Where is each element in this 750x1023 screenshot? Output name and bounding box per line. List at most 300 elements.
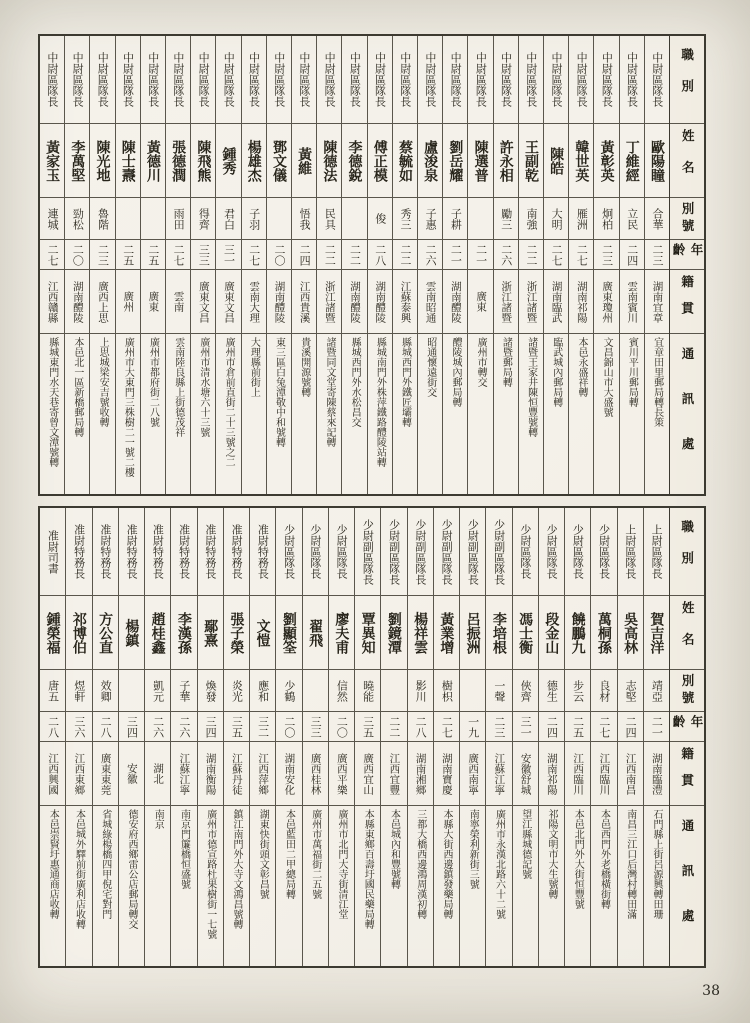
cell-name: 趙桂鑫 [145, 596, 170, 670]
cell-position: 少尉副區隊長 [460, 508, 485, 596]
cell-age: 二二 [381, 712, 406, 742]
person-column [367, 36, 392, 494]
cell-address: 昭通懷遠街交 [424, 337, 436, 397]
cell-age: 二三 [645, 240, 669, 270]
cell-address: 上思城梁安吉號收轉 [97, 337, 109, 427]
person-column [115, 36, 140, 494]
cell-origin: 湖南醴陵 [267, 270, 291, 334]
cell-name: 賀吉洋 [644, 596, 669, 670]
roster-content [38, 34, 706, 968]
cell-origin: 江西臨川 [591, 742, 616, 806]
cell-age: 三二 [250, 712, 275, 742]
cell-origin: 湖南宜章 [645, 270, 669, 334]
cell-origin: 江西萍鄉 [250, 742, 275, 806]
cell-position: 中尉區隊長 [620, 36, 644, 124]
cell-origin: 湖南祁陽 [569, 270, 593, 334]
cell-position: 中尉區隊長 [267, 36, 291, 124]
cell-position: 中尉區隊長 [443, 36, 467, 124]
cell-position: 中尉區隊長 [569, 36, 593, 124]
cell-position: 准尉特務長 [66, 508, 91, 596]
cell-age: 二四 [539, 712, 564, 742]
cell-name: 黃彰英 [594, 124, 618, 198]
cell-alias [460, 670, 485, 712]
cell-alias: 俊 [368, 198, 392, 240]
person-column [538, 508, 564, 966]
cell-position: 中尉區隊長 [393, 36, 417, 124]
cell-name: 廖夫甫 [329, 596, 354, 670]
cell-age: 二三 [90, 240, 114, 270]
person-column [518, 36, 543, 494]
cell-origin: 江西臨川 [565, 742, 590, 806]
cell-address: 德安府西鄉雷公店郵局轉交 [125, 809, 137, 929]
cell-position: 中尉區隊長 [242, 36, 266, 124]
cell-name: 張子榮 [224, 596, 249, 670]
person-column [593, 36, 618, 494]
cell-name: 覃異知 [355, 596, 380, 670]
person-column [92, 508, 118, 966]
lower-table-columns [40, 508, 669, 966]
person-column [564, 508, 590, 966]
cell-age: 二一 [644, 712, 669, 742]
cell-name: 翟飛 [303, 596, 328, 670]
cell-position: 上尉區隊長 [618, 508, 643, 596]
row-header-alias: 別號 [670, 670, 704, 712]
cell-age: 三三 [191, 240, 215, 270]
cell-origin: 江西東鄉 [66, 742, 91, 806]
cell-origin: 江西宜豐 [381, 742, 406, 806]
cell-position: 少尉副區隊長 [381, 508, 406, 596]
cell-age: 三四 [198, 712, 223, 742]
person-column [197, 508, 223, 966]
cell-age: 二〇 [267, 240, 291, 270]
upper-table-columns [40, 36, 669, 494]
cell-age: 二〇 [65, 240, 89, 270]
cell-position: 少尉區隊長 [329, 508, 354, 596]
cell-origin: 廣東文昌 [191, 270, 215, 334]
cell-alias: 魯階 [90, 198, 114, 240]
cell-origin: 湖南安化 [276, 742, 301, 806]
cell-age: 二七 [40, 240, 64, 270]
cell-name: 黃德川 [141, 124, 165, 198]
cell-name: 楊雄杰 [242, 124, 266, 198]
cell-age: 二三 [594, 240, 618, 270]
cell-alias: 煥發 [198, 670, 223, 712]
cell-name: 張德潤 [166, 124, 190, 198]
cell-position: 准尉特務長 [250, 508, 275, 596]
cell-name: 李培根 [486, 596, 511, 670]
cell-alias: 炯柏 [594, 198, 618, 240]
cell-age: 二四 [618, 712, 643, 742]
cell-address: 廣州市永漢北路六十二號 [493, 809, 505, 919]
cell-position: 中尉區隊長 [544, 36, 568, 124]
person-column [140, 36, 165, 494]
cell-address: 縣城西門外鐵匠壩轉 [399, 337, 411, 427]
cell-address: 諸暨同文堂寄陳蔡來記轉 [323, 337, 335, 447]
cell-name: 黃業增 [434, 596, 459, 670]
cell-name: 鄢熹 [198, 596, 223, 670]
cell-address: 廣州市清水塘六十三號 [197, 337, 209, 437]
cell-age: 二五 [565, 712, 590, 742]
person-column [380, 508, 406, 966]
cell-age: 二五 [141, 240, 165, 270]
row-header-address: 通訊處 [680, 818, 695, 954]
page-number: 38 [702, 983, 720, 999]
cell-position: 中尉區隊長 [342, 36, 366, 124]
lower-roster-table [38, 506, 706, 968]
cell-name: 歐陽瞳 [645, 124, 669, 198]
person-column [341, 36, 366, 494]
row-header-column [669, 36, 704, 494]
cell-position: 中尉區隊長 [65, 36, 89, 124]
cell-age: 二三 [486, 712, 511, 742]
person-column [568, 36, 593, 494]
cell-name: 鄧文儀 [267, 124, 291, 198]
cell-age: 二六 [145, 712, 170, 742]
cell-name: 陳光地 [90, 124, 114, 198]
cell-address: 南昌三江口后灣村轉田滿 [624, 809, 636, 919]
row-header-position: 職別 [670, 36, 704, 124]
cell-address: 諸暨王家井陳恒豐號轉 [525, 337, 537, 437]
cell-position: 少尉副區隊長 [486, 508, 511, 596]
cell-alias [267, 198, 291, 240]
person-column [241, 36, 266, 494]
cell-name: 丁維經 [620, 124, 644, 198]
cell-age: 二七 [591, 712, 616, 742]
cell-alias: 雁洲 [569, 198, 593, 240]
person-column [328, 508, 354, 966]
cell-alias [342, 198, 366, 240]
cell-address: 宜章田里郵局轉長策 [651, 337, 663, 427]
cell-age: 二二 [519, 240, 543, 270]
cell-address: 本邑城內和豐號轉 [388, 809, 400, 889]
cell-name: 盧浚泉 [418, 124, 442, 198]
cell-alias: 靖亞 [644, 670, 669, 712]
row-header-age: 年齡 [670, 712, 704, 742]
person-column [643, 508, 669, 966]
cell-origin: 廣東東莞 [93, 742, 118, 806]
cell-origin: 浙江諸暨 [317, 270, 341, 334]
cell-position: 准尉特務長 [119, 508, 144, 596]
cell-position: 中尉區隊長 [418, 36, 442, 124]
cell-position: 少尉區隊長 [276, 508, 301, 596]
cell-name: 劉岳耀 [443, 124, 467, 198]
cell-address: 縣城東門水天巷寄曾文潭號轉 [46, 337, 58, 467]
cell-address: 臨武城內郵局轉 [550, 337, 562, 407]
cell-alias: 樹枳 [434, 670, 459, 712]
cell-alias: 炎光 [224, 670, 249, 712]
cell-name: 陳飛熊 [191, 124, 215, 198]
cell-age: 二八 [93, 712, 118, 742]
cell-name: 陳士燾 [116, 124, 140, 198]
cell-position: 中尉區隊長 [191, 36, 215, 124]
cell-address: 南寧榮利新街三號 [467, 809, 479, 889]
cell-age: 二四 [620, 240, 644, 270]
cell-origin: 湖南臨澧 [644, 742, 669, 806]
cell-origin: 雲南大理 [242, 270, 266, 334]
cell-origin: 湖南湘鄉 [408, 742, 433, 806]
cell-position: 少尉區隊長 [513, 508, 538, 596]
cell-address: 貴溪開源號轉 [298, 337, 310, 397]
cell-name: 許永相 [494, 124, 518, 198]
cell-alias: 信然 [329, 670, 354, 712]
cell-name: 楊鎮 [119, 596, 144, 670]
cell-address: 祁陽文明市大生號轉 [545, 809, 557, 899]
cell-origin: 江蘇江寧 [486, 742, 511, 806]
person-column [392, 36, 417, 494]
person-column [215, 36, 240, 494]
cell-age: 二八 [408, 712, 433, 742]
cell-age: 二六 [494, 240, 518, 270]
cell-origin: 湖南醴陵 [368, 270, 392, 334]
cell-alias: 民具 [317, 198, 341, 240]
cell-address: 省城綠楊橋四甲倪宅對門 [99, 809, 111, 919]
cell-name: 段金山 [539, 596, 564, 670]
cell-age: 三四 [119, 712, 144, 742]
cell-alias: 君白 [216, 198, 240, 240]
person-column [223, 508, 249, 966]
person-column [617, 508, 643, 966]
cell-age: 二八 [368, 240, 392, 270]
cell-name: 陳德法 [317, 124, 341, 198]
cell-alias: 大明 [544, 198, 568, 240]
person-column [590, 508, 616, 966]
cell-position: 中尉區隊長 [141, 36, 165, 124]
cell-position: 中尉區隊長 [292, 36, 316, 124]
cell-name: 鍾榮福 [40, 596, 65, 670]
cell-name: 劉鏡潭 [381, 596, 406, 670]
cell-position: 中尉區隊長 [116, 36, 140, 124]
cell-position: 中尉區隊長 [494, 36, 518, 124]
cell-alias: 德生 [539, 670, 564, 712]
cell-address: 縣城西門外水松昌交 [349, 337, 361, 427]
cell-age: 一九 [460, 712, 485, 742]
cell-origin: 雲南 [166, 270, 190, 334]
cell-alias: 子羽 [242, 198, 266, 240]
cell-name: 蔡毓如 [393, 124, 417, 198]
person-column [291, 36, 316, 494]
cell-age: 三五 [355, 712, 380, 742]
cell-age: 二六 [171, 712, 196, 742]
person-column [118, 508, 144, 966]
cell-origin: 江西貴溪 [292, 270, 316, 334]
cell-age: 二七 [434, 712, 459, 742]
cell-position: 中尉區隊長 [645, 36, 669, 124]
cell-position: 少尉副區隊長 [355, 508, 380, 596]
cell-address: 南京 [152, 809, 164, 829]
cell-age: 三一 [216, 240, 240, 270]
cell-name: 祁博伯 [66, 596, 91, 670]
cell-address: 雲南陸良縣上街德茂祥 [172, 337, 184, 437]
person-column [543, 36, 568, 494]
cell-origin: 廣西桂林 [303, 742, 328, 806]
cell-origin: 湖南寶慶 [434, 742, 459, 806]
cell-alias: 俠齊 [513, 670, 538, 712]
cell-name: 黃維 [292, 124, 316, 198]
cell-address: 鎮江南門外大寺文鴻昌號轉 [230, 809, 242, 929]
cell-origin: 湖南醴陵 [443, 270, 467, 334]
cell-name: 方公直 [93, 596, 118, 670]
cell-origin: 江西贛縣 [40, 270, 64, 334]
cell-origin: 雲南賓川 [620, 270, 644, 334]
row-header-origin: 籍貫 [670, 742, 704, 806]
cell-address: 文昌錦山市大盛號 [601, 337, 613, 417]
cell-age: 二二 [393, 240, 417, 270]
cell-position: 少尉區隊長 [303, 508, 328, 596]
person-column [170, 508, 196, 966]
cell-origin: 湖南祁陽 [539, 742, 564, 806]
cell-position: 少尉副區隊長 [408, 508, 433, 596]
cell-alias: 子耕 [443, 198, 467, 240]
cell-origin: 江蘇丹徒 [224, 742, 249, 806]
cell-position: 中尉區隊長 [594, 36, 618, 124]
cell-age: 三六 [66, 712, 91, 742]
cell-alias: 少鶴 [276, 670, 301, 712]
cell-origin: 廣西宜山 [355, 742, 380, 806]
person-column [354, 508, 380, 966]
cell-position: 准尉特務長 [171, 508, 196, 596]
cell-position: 中尉區隊長 [317, 36, 341, 124]
cell-address: 石門縣上街呂源興轉田珊 [650, 809, 662, 919]
person-column [417, 36, 442, 494]
cell-name: 劉顯筌 [276, 596, 301, 670]
person-column [407, 508, 433, 966]
person-column [144, 508, 170, 966]
cell-origin: 浙江諸暨 [494, 270, 518, 334]
cell-address: 縣城南門外株萍鐵路醴陵站轉 [374, 337, 386, 467]
cell-alias: 南強 [519, 198, 543, 240]
row-header-alias: 別號 [670, 198, 704, 240]
cell-position: 中尉區隊長 [40, 36, 64, 124]
cell-name: 萬桐孫 [591, 596, 616, 670]
cell-origin: 江蘇泰興 [393, 270, 417, 334]
cell-origin: 安徽 [119, 742, 144, 806]
cell-origin: 湖南臨武 [544, 270, 568, 334]
cell-age: 二四 [292, 240, 316, 270]
cell-position: 中尉區隊長 [368, 36, 392, 124]
cell-position: 中尉區隊長 [468, 36, 492, 124]
row-header-origin: 籍貫 [670, 270, 704, 334]
cell-origin: 安徽舒城 [513, 742, 538, 806]
cell-address: 廣州市轉交 [475, 337, 487, 387]
cell-position: 中尉區隊長 [519, 36, 543, 124]
cell-alias: 勵三 [494, 198, 518, 240]
cell-alias: 良材 [591, 670, 616, 712]
person-column [493, 36, 518, 494]
cell-alias: 曉能 [355, 670, 380, 712]
person-column [433, 508, 459, 966]
cell-origin: 湖南醴陵 [342, 270, 366, 334]
cell-origin: 江西興國 [40, 742, 65, 806]
person-column [89, 36, 114, 494]
cell-name: 李漢孫 [171, 596, 196, 670]
person-column [467, 36, 492, 494]
cell-age: 二七 [166, 240, 190, 270]
cell-alias: 雨田 [166, 198, 190, 240]
cell-age: 二二 [317, 240, 341, 270]
cell-origin: 湖南醴陵 [65, 270, 89, 334]
cell-name: 陳選普 [468, 124, 492, 198]
cell-address: 賓川平川郵局轉 [626, 337, 638, 407]
cell-name: 鍾秀 [216, 124, 240, 198]
cell-alias: 應和 [250, 670, 275, 712]
cell-alias: 凱元 [145, 670, 170, 712]
cell-address: 廣州市都府街二八號 [147, 337, 159, 427]
cell-origin: 湖南衡陽 [198, 742, 223, 806]
cell-origin: 江蘇江寧 [171, 742, 196, 806]
cell-age: 三五 [224, 712, 249, 742]
cell-address: 廣州市北門大寺街清江堂 [335, 809, 347, 919]
cell-origin: 雲南昭通 [418, 270, 442, 334]
cell-alias: 悟我 [292, 198, 316, 240]
cell-alias: 煜軒 [66, 670, 91, 712]
cell-name: 王副乾 [519, 124, 543, 198]
cell-address: 本縣大街西邊鎮發藥局轉 [440, 809, 452, 919]
cell-position: 准尉司書 [40, 508, 65, 596]
person-column [442, 36, 467, 494]
cell-name: 馮士衡 [513, 596, 538, 670]
cell-address: 湖東快街頭文彰昌號 [257, 809, 269, 899]
cell-address: 本縣東鄉百壽圩國民藥局轉 [362, 809, 374, 929]
person-column [40, 36, 64, 494]
cell-alias: 效卿 [93, 670, 118, 712]
row-header-position: 職別 [670, 508, 704, 596]
cell-origin: 廣東文昌 [216, 270, 240, 334]
cell-origin: 廣東 [468, 270, 492, 334]
cell-origin: 湖北 [145, 742, 170, 806]
person-column [644, 36, 669, 494]
cell-position: 少尉區隊長 [591, 508, 616, 596]
person-column [485, 508, 511, 966]
upper-roster-table [38, 34, 706, 496]
row-header-age: 年齡 [670, 240, 704, 270]
cell-alias [468, 198, 492, 240]
cell-alias [141, 198, 165, 240]
cell-address: 廣州市大東門三株樹二一號二樓 [122, 337, 134, 477]
cell-address: 廣州市倉前直街二十三號之二 [223, 337, 235, 467]
cell-address: 廣州市德宣路杜果樹街一七號 [204, 809, 216, 939]
person-column [190, 36, 215, 494]
cell-origin: 廣州 [116, 270, 140, 334]
cell-alias [303, 670, 328, 712]
cell-position: 少尉區隊長 [539, 508, 564, 596]
cell-alias: 步云 [565, 670, 590, 712]
cell-position: 中尉區隊長 [216, 36, 240, 124]
cell-alias: 子華 [171, 670, 196, 712]
cell-address: 大理縣前街上 [248, 337, 260, 397]
cell-origin: 浙江諸暨 [519, 270, 543, 334]
cell-address: 三都大橋西邊鴻周漢初轉 [414, 809, 426, 919]
cell-origin: 江西南昌 [618, 742, 643, 806]
cell-alias [119, 670, 144, 712]
cell-origin: 廣東瓊州 [594, 270, 618, 334]
person-column [64, 36, 89, 494]
cell-age: 三一 [513, 712, 538, 742]
cell-origin: 廣西南寧 [460, 742, 485, 806]
cell-name: 陳皓 [544, 124, 568, 198]
cell-name: 楊祥雲 [408, 596, 433, 670]
cell-position: 中尉區隊長 [166, 36, 190, 124]
cell-name: 黃家玉 [40, 124, 64, 198]
cell-address: 本邑西門外老橋橫街轉 [598, 809, 610, 909]
cell-address: 本邑永盛祥轉 [575, 337, 587, 397]
person-column [275, 508, 301, 966]
cell-age: 二〇 [329, 712, 354, 742]
cell-age: 二七 [242, 240, 266, 270]
cell-origin: 廣西平樂 [329, 742, 354, 806]
cell-address: 南京門簾橋恒盛號 [178, 809, 190, 889]
cell-name: 呂振洲 [460, 596, 485, 670]
cell-age: 二一 [468, 240, 492, 270]
